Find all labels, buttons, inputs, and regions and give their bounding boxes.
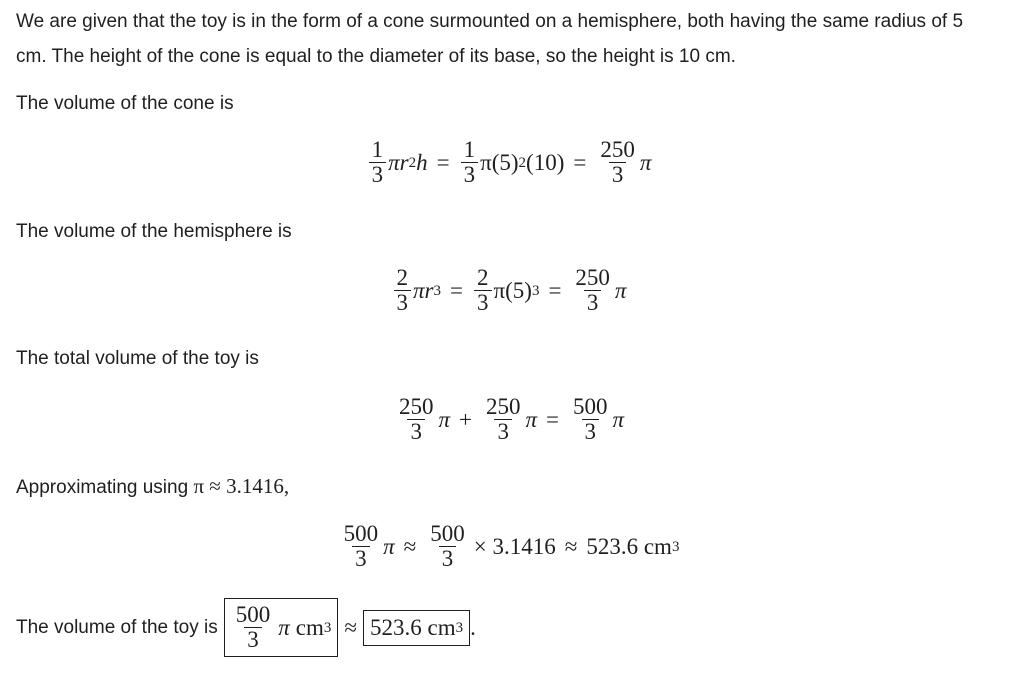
approximation-equation: $\frac{500}{3}$ π ≈ $\frac{500}{3}$ × 3.1416 ≈ 523.6 cm 3 [0, 522, 1021, 571]
term: πr [413, 277, 434, 303]
fraction: $\frac{2}{3}$ [394, 266, 412, 315]
unit: cm [295, 614, 324, 640]
final-answer-text: The volume of the toy is [16, 616, 218, 638]
equals-sign: = [573, 149, 587, 175]
term: π(5) [493, 277, 532, 303]
plus-sign: + [459, 406, 472, 432]
fraction: $\frac{500}{3}$ [235, 602, 271, 653]
term: π [525, 406, 538, 432]
approximation-label [16, 469, 289, 505]
term: π [614, 277, 627, 303]
fraction: $\frac{250}{3}$ [485, 394, 521, 445]
fraction: $\frac{1}{3}$ [461, 138, 479, 187]
approximation-text: Approximating using [16, 477, 194, 498]
fraction: $\frac{250}{3}$ [600, 137, 635, 188]
approx-sign: ≈ [564, 533, 578, 559]
fraction: $\frac{500}{3}$ [573, 394, 608, 445]
equals-sign: = [450, 277, 463, 303]
final-answer-line [16, 598, 476, 657]
period: . [470, 614, 476, 640]
term: 523.6 cm [586, 533, 672, 559]
equals-sign: = [546, 406, 559, 432]
term: πr [388, 149, 409, 175]
term: π(5) [480, 149, 519, 175]
term: π [639, 149, 652, 175]
boxed-decimal-answer: 523.6 cm 3 [363, 610, 470, 646]
term: π [278, 614, 290, 640]
hemisphere-volume-equation: $\frac{2}{3}$ πr 3 = $\frac{2}{3}$ π(5) 3 = $\frac{250}{3}$ π [0, 266, 1021, 315]
boxed-exact-answer: $\frac{500}{3}$ π cm 3 [224, 598, 339, 657]
fraction: $\frac{250}{3}$ [398, 394, 434, 445]
term: π [438, 406, 450, 432]
fraction: $\frac{2}{3}$ [474, 266, 492, 315]
term: h [416, 149, 428, 175]
pi-approximation: π ≈ 3.1416, [193, 474, 290, 498]
term: × 3.1416 [473, 533, 556, 559]
equals-sign: = [548, 277, 562, 303]
term: (10) [526, 149, 565, 175]
term: π [612, 406, 625, 432]
term: 523.6 cm [369, 614, 456, 640]
fraction: $\frac{500}{3}$ [430, 521, 465, 572]
fraction: $\frac{1}{3}$ [369, 138, 387, 187]
fraction: $\frac{250}{3}$ [575, 265, 610, 316]
term: π [383, 533, 395, 559]
hemisphere-volume-label: The volume of the hemisphere is [16, 221, 292, 242]
fraction: $\frac{500}{3}$ [343, 521, 379, 572]
approx-sign: ≈ [344, 614, 357, 640]
cone-volume-label: The volume of the cone is [16, 93, 234, 114]
intro-paragraph: We are given that the toy is in the form of a cone surmounted on a hemisphere, both having the same radius of 5 cm. The height of the cone is equal to the diameter of its base, so the height is 10 cm. [16, 11, 964, 67]
total-volume-equation [0, 395, 1021, 444]
approx-sign: ≈ [403, 533, 417, 559]
equals-sign: = [436, 149, 450, 175]
cone-volume-equation: $\frac{1}{3}$ πr 2 h = $\frac{1}{3}$ π(5) 2 (10) = $\frac{250}{3}$ π [0, 138, 1021, 187]
total-volume-label: The total volume of the toy is [16, 348, 259, 369]
